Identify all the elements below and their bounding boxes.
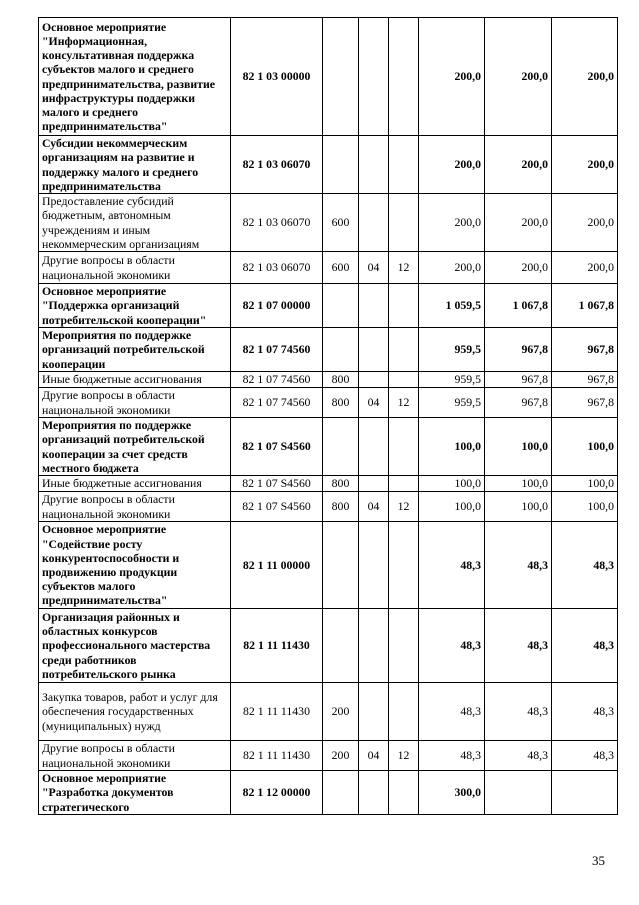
cell-name: Иные бюджетные ассигнования bbox=[39, 476, 231, 492]
cell-amount-year-2: 48,3 bbox=[485, 609, 552, 683]
cell-target-code: 82 1 11 11430 bbox=[231, 609, 323, 683]
cell-name: Организация районных и областных конкурсов профессионального мастерства среди работников потребительского рынка bbox=[39, 609, 231, 683]
cell-target-code: 82 1 03 06070 bbox=[231, 194, 323, 252]
cell-target-code: 82 1 07 74560 bbox=[231, 328, 323, 372]
table-row bbox=[39, 492, 618, 522]
cell-section bbox=[359, 522, 389, 609]
cell-name: Другие вопросы в области национальной экономики bbox=[39, 492, 231, 522]
cell-amount-year-2: 200,0 bbox=[485, 136, 552, 194]
cell-name: Закупка товаров, работ и услуг для обеспечения государственных (муниципальных) нужд bbox=[39, 683, 231, 741]
cell-subsection bbox=[389, 609, 419, 683]
cell-target-code: 82 1 07 00000 bbox=[231, 284, 323, 328]
budget-table-body bbox=[39, 18, 618, 815]
cell-subsection bbox=[389, 476, 419, 492]
table-row bbox=[39, 609, 618, 683]
cell-section: 04 bbox=[359, 388, 389, 418]
cell-amount-year-2 bbox=[485, 771, 552, 815]
table-row bbox=[39, 418, 618, 476]
cell-name: Иные бюджетные ассигнования bbox=[39, 372, 231, 388]
cell-expense-type: 600 bbox=[323, 194, 359, 252]
cell-amount-year-3: 48,3 bbox=[552, 609, 618, 683]
cell-subsection: 12 bbox=[389, 388, 419, 418]
cell-amount-year-1: 200,0 bbox=[419, 18, 485, 136]
cell-section bbox=[359, 328, 389, 372]
cell-amount-year-3: 48,3 bbox=[552, 683, 618, 741]
cell-target-code: 82 1 12 00000 bbox=[231, 771, 323, 815]
table-row bbox=[39, 771, 618, 815]
cell-amount-year-1: 100,0 bbox=[419, 476, 485, 492]
cell-amount-year-2: 200,0 bbox=[485, 194, 552, 252]
cell-section bbox=[359, 194, 389, 252]
budget-table bbox=[38, 17, 618, 815]
cell-section bbox=[359, 284, 389, 328]
cell-amount-year-3: 200,0 bbox=[552, 136, 618, 194]
cell-subsection bbox=[389, 328, 419, 372]
cell-section: 04 bbox=[359, 741, 389, 771]
cell-amount-year-3: 200,0 bbox=[552, 18, 618, 136]
cell-amount-year-1: 48,3 bbox=[419, 609, 485, 683]
cell-subsection bbox=[389, 418, 419, 476]
cell-subsection bbox=[389, 372, 419, 388]
cell-amount-year-3: 967,8 bbox=[552, 328, 618, 372]
cell-target-code: 82 1 03 00000 bbox=[231, 18, 323, 136]
cell-amount-year-3: 48,3 bbox=[552, 741, 618, 771]
cell-expense-type: 800 bbox=[323, 388, 359, 418]
cell-amount-year-1: 200,0 bbox=[419, 252, 485, 284]
cell-amount-year-2: 100,0 bbox=[485, 418, 552, 476]
table-row bbox=[39, 372, 618, 388]
cell-target-code: 82 1 03 06070 bbox=[231, 136, 323, 194]
cell-target-code: 82 1 11 11430 bbox=[231, 741, 323, 771]
cell-amount-year-1: 100,0 bbox=[419, 418, 485, 476]
cell-section bbox=[359, 136, 389, 194]
cell-subsection bbox=[389, 136, 419, 194]
cell-amount-year-1: 100,0 bbox=[419, 492, 485, 522]
cell-name: Основное мероприятие "Разработка документов стратегического bbox=[39, 771, 231, 815]
table-row bbox=[39, 284, 618, 328]
cell-amount-year-1: 48,3 bbox=[419, 522, 485, 609]
cell-amount-year-1: 300,0 bbox=[419, 771, 485, 815]
cell-name: Основное мероприятие "Содействие росту конкурентоспособности и продвижению продукции субъектов малого предпринимательства" bbox=[39, 522, 231, 609]
cell-target-code: 82 1 07 74560 bbox=[231, 388, 323, 418]
cell-target-code: 82 1 11 11430 bbox=[231, 683, 323, 741]
cell-section bbox=[359, 372, 389, 388]
cell-expense-type: 800 bbox=[323, 492, 359, 522]
cell-target-code: 82 1 11 00000 bbox=[231, 522, 323, 609]
cell-subsection bbox=[389, 284, 419, 328]
cell-expense-type bbox=[323, 771, 359, 815]
table-row bbox=[39, 476, 618, 492]
cell-amount-year-1: 48,3 bbox=[419, 683, 485, 741]
cell-amount-year-2: 200,0 bbox=[485, 18, 552, 136]
cell-expense-type: 800 bbox=[323, 372, 359, 388]
cell-name: Основное мероприятие "Информационная, консультативная поддержка субъектов малого и среднего предпринимательства, развитие инфраструктуры поддержки малого и среднего предпринимательства" bbox=[39, 18, 231, 136]
page-number: 35 bbox=[592, 853, 605, 868]
cell-expense-type bbox=[323, 418, 359, 476]
cell-expense-type: 200 bbox=[323, 683, 359, 741]
cell-section bbox=[359, 418, 389, 476]
table-row bbox=[39, 328, 618, 372]
cell-expense-type: 800 bbox=[323, 476, 359, 492]
cell-amount-year-1: 959,5 bbox=[419, 388, 485, 418]
cell-target-code: 82 1 07 S4560 bbox=[231, 492, 323, 522]
cell-amount-year-3 bbox=[552, 771, 618, 815]
cell-name: Мероприятия по поддержке организаций потребительской кооперации bbox=[39, 328, 231, 372]
cell-section: 04 bbox=[359, 492, 389, 522]
cell-subsection bbox=[389, 194, 419, 252]
cell-amount-year-3: 200,0 bbox=[552, 194, 618, 252]
table-row bbox=[39, 194, 618, 252]
cell-subsection bbox=[389, 771, 419, 815]
cell-amount-year-2: 48,3 bbox=[485, 522, 552, 609]
cell-amount-year-2: 48,3 bbox=[485, 683, 552, 741]
cell-amount-year-1: 959,5 bbox=[419, 372, 485, 388]
cell-amount-year-2: 100,0 bbox=[485, 476, 552, 492]
table-row bbox=[39, 252, 618, 284]
cell-expense-type bbox=[323, 18, 359, 136]
cell-amount-year-3: 1 067,8 bbox=[552, 284, 618, 328]
cell-expense-type bbox=[323, 609, 359, 683]
table-row bbox=[39, 741, 618, 771]
cell-expense-type: 600 bbox=[323, 252, 359, 284]
cell-section: 04 bbox=[359, 252, 389, 284]
cell-amount-year-1: 200,0 bbox=[419, 194, 485, 252]
cell-subsection: 12 bbox=[389, 252, 419, 284]
cell-amount-year-3: 100,0 bbox=[552, 492, 618, 522]
cell-amount-year-2: 967,8 bbox=[485, 388, 552, 418]
table-row bbox=[39, 18, 618, 136]
cell-name: Другие вопросы в области национальной экономики bbox=[39, 388, 231, 418]
cell-amount-year-3: 48,3 bbox=[552, 522, 618, 609]
cell-name: Другие вопросы в области национальной экономики bbox=[39, 252, 231, 284]
cell-expense-type bbox=[323, 136, 359, 194]
cell-target-code: 82 1 07 74560 bbox=[231, 372, 323, 388]
cell-amount-year-1: 200,0 bbox=[419, 136, 485, 194]
cell-amount-year-1: 1 059,5 bbox=[419, 284, 485, 328]
cell-amount-year-2: 200,0 bbox=[485, 252, 552, 284]
cell-amount-year-3: 967,8 bbox=[552, 372, 618, 388]
cell-subsection: 12 bbox=[389, 492, 419, 522]
cell-expense-type bbox=[323, 284, 359, 328]
cell-expense-type bbox=[323, 328, 359, 372]
cell-target-code: 82 1 07 S4560 bbox=[231, 476, 323, 492]
cell-amount-year-3: 967,8 bbox=[552, 388, 618, 418]
cell-name: Основное мероприятие "Поддержка организаций потребительской кооперации" bbox=[39, 284, 231, 328]
cell-amount-year-2: 1 067,8 bbox=[485, 284, 552, 328]
cell-name: Другие вопросы в области национальной экономики bbox=[39, 741, 231, 771]
cell-amount-year-3: 100,0 bbox=[552, 418, 618, 476]
cell-target-code: 82 1 03 06070 bbox=[231, 252, 323, 284]
cell-amount-year-2: 100,0 bbox=[485, 492, 552, 522]
table-row bbox=[39, 683, 618, 741]
cell-subsection: 12 bbox=[389, 741, 419, 771]
cell-amount-year-3: 100,0 bbox=[552, 476, 618, 492]
table-row bbox=[39, 522, 618, 609]
cell-name: Предоставление субсидий бюджетным, автономным учреждениям и иным некоммерческим организациям bbox=[39, 194, 231, 252]
cell-expense-type bbox=[323, 522, 359, 609]
cell-subsection bbox=[389, 18, 419, 136]
cell-amount-year-1: 48,3 bbox=[419, 741, 485, 771]
table-row bbox=[39, 136, 618, 194]
table-row bbox=[39, 388, 618, 418]
cell-section bbox=[359, 18, 389, 136]
cell-expense-type: 200 bbox=[323, 741, 359, 771]
cell-amount-year-2: 967,8 bbox=[485, 372, 552, 388]
cell-amount-year-3: 200,0 bbox=[552, 252, 618, 284]
cell-name: Мероприятия по поддержке организаций потребительской кооперации за счет средств местного бюджета bbox=[39, 418, 231, 476]
cell-section bbox=[359, 609, 389, 683]
cell-amount-year-1: 959,5 bbox=[419, 328, 485, 372]
cell-section bbox=[359, 771, 389, 815]
cell-name: Субсидии некоммерческим организациям на развитие и поддержку малого и среднего предпринимательства bbox=[39, 136, 231, 194]
cell-section bbox=[359, 476, 389, 492]
cell-amount-year-2: 967,8 bbox=[485, 328, 552, 372]
cell-target-code: 82 1 07 S4560 bbox=[231, 418, 323, 476]
cell-subsection bbox=[389, 683, 419, 741]
cell-subsection bbox=[389, 522, 419, 609]
cell-section bbox=[359, 683, 389, 741]
cell-amount-year-2: 48,3 bbox=[485, 741, 552, 771]
